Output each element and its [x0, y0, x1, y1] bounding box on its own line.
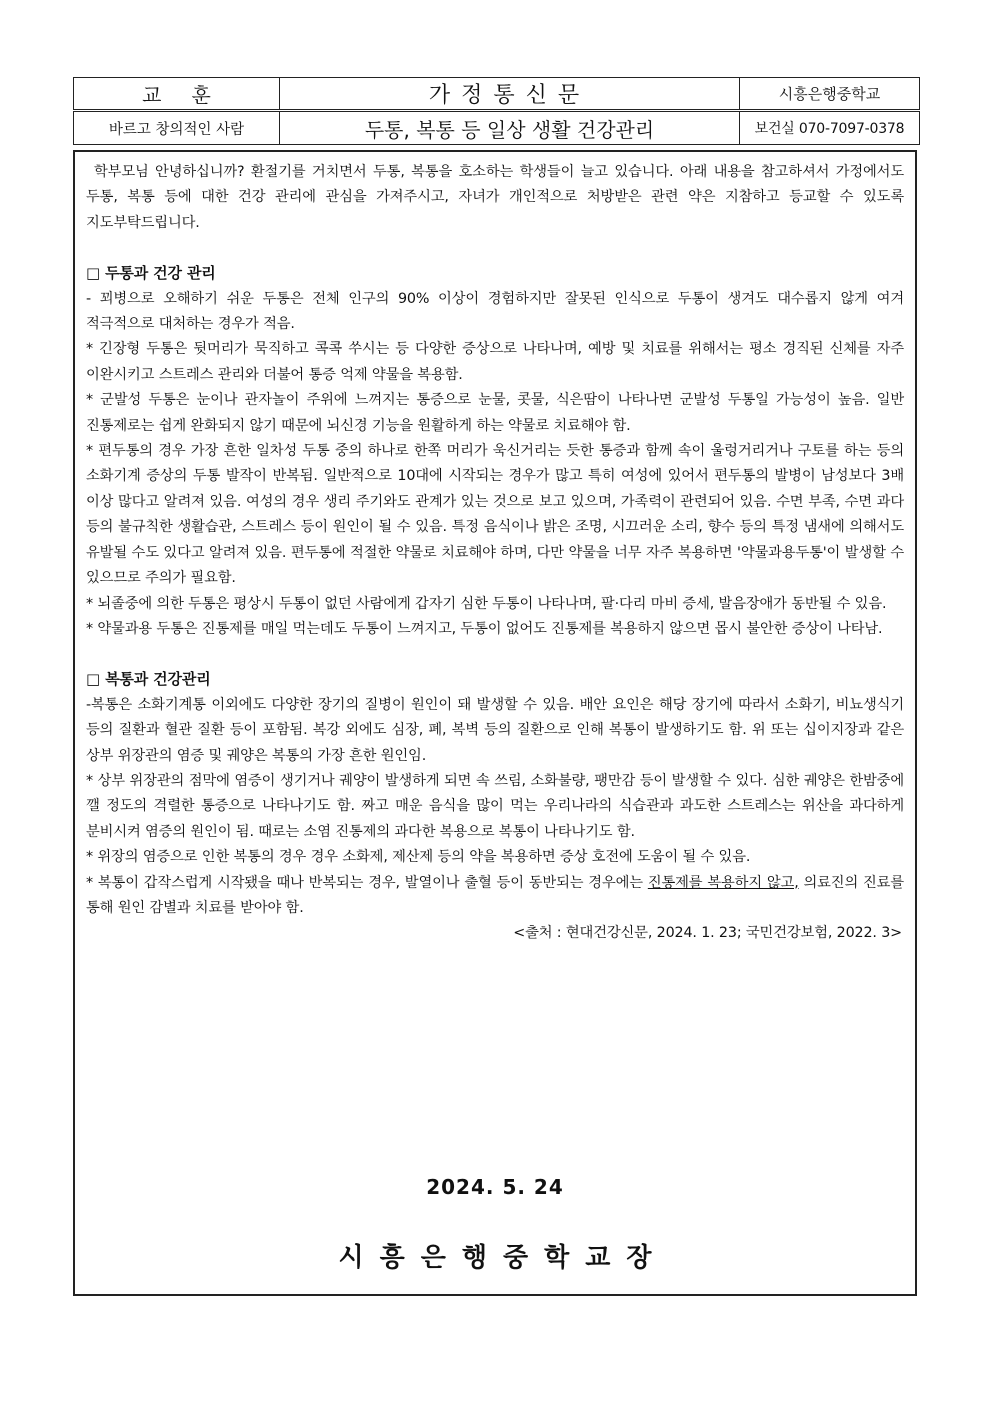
stomachache-paragraph: -복통은 소화기계통 이외에도 다양한 장기의 질병이 원인이 돼 발생할 수 있음. 배안 요인은 해당 장기에 따라서 소화기, 비뇨생식기 등의 질환과 혈관 질환 등이 포함됨. 복강 외에도 심장, 폐, 복벽 등의 질환으로 인해 복통이 발생하기도 함. 위 또는 십이지장과 같은 상부 위장관의 염증 및 궤양은 복통의 가장 흔한 원인임.	[86, 696, 904, 764]
source-citation: <출처 : 현대건강신문, 2024. 1. 23; 국민건강보험, 2022. 3>	[513, 925, 902, 942]
section-title-headache: □ 두통과 건강 관리	[86, 264, 216, 283]
school-motto: 바르고 창의적인 사람	[74, 111, 280, 145]
school-name: 시흥은행중학교	[740, 78, 920, 111]
principal-signature: 시흥은행중학교장	[338, 1243, 668, 1273]
underlined-warning: 진통제를 복용하지 않고,	[647, 874, 799, 891]
stomachache-paragraph: * 위장의 염증으로 인한 복통의 경우 경우 소화제, 제산제 등의 약을 복용하면 증상 호전에 도움이 될 수 있음.	[86, 849, 751, 866]
headache-paragraph: * 군발성 두통은 눈이나 관자놀이 주위에 느껴지는 통증으로 눈물, 콧물, 식은땀이 나타나면 군발성 두통일 가능성이 높음. 일반 진통제로는 쉽게 완화되지 않기 때문에 뇌신경 기능을 원활하게 하는 약물로 치료해야 함.	[86, 392, 904, 434]
last-paragraph-end: 의료진의 진료를 통해 원인 감별과 치료를 받아야 함.	[86, 874, 904, 916]
stomachache-paragraph-last	[86, 871, 904, 922]
headache-paragraph: * 긴장형 두통은 뒷머리가 묵직하고 콕콕 쑤시는 등 다양한 증상으로 나타나며, 예방 및 치료를 위해서는 평소 경직된 신체를 자주 이완시키고 스트레스 관리와 더불어 통증 억제 약물을 복용함.	[86, 341, 904, 383]
health-office-contact: 보건실 070-7097-0378	[740, 111, 920, 145]
spacer	[86, 236, 904, 261]
newsletter-title: 가정통신문	[280, 78, 740, 111]
last-paragraph-start: * 복통이 갑작스럽게 시작됐을 때나 반복되는 경우, 발열이나 출혈 등이 동반되는 경우에는	[86, 874, 648, 891]
section-title-stomachache: □ 복통과 건강관리	[86, 670, 211, 689]
spacer	[86, 642, 904, 667]
letter-body-box	[73, 150, 917, 1296]
stomachache-paragraph: * 상부 위장관의 점막에 염증이 생기거나 궤양이 발생하게 되면 속 쓰림, 소화불량, 팽만감 등이 발생할 수 있다. 심한 궤양은 한밤중에 깰 정도의 격렬한 통증으로 나타나기도 함. 짜고 매운 음식을 많이 먹는 우리나라의 식습관과 과도한 스트레스는 위산을 과다하게 분비시켜 염증의 원인이 됨. 때로는 소염 진통제의 과다한 복용으로 복통이 나타나기도 함.	[86, 772, 904, 840]
headache-paragraph: * 약물과용 두통은 진통제를 매일 먹는데도 두통이 느껴지고, 두통이 없어도 진통제를 복용하지 않으면 몹시 불안한 증상이 나타남.	[86, 620, 883, 637]
letter-topic: 두통, 복통 등 일상 생활 건강관리	[280, 111, 740, 145]
motto-label: 교훈	[74, 78, 280, 111]
letter-content	[86, 160, 904, 947]
headache-paragraph: - 꾀병으로 오해하기 쉬운 두통은 전체 인구의 90% 이상이 경험하지만 잘못된 인식으로 두통이 생겨도 대수롭지 않게 여겨 적극적으로 대처하는 경우가 적음.	[86, 290, 904, 333]
intro-paragraph: 학부모님 안녕하십니까? 환절기를 거치면서 두통, 복통을 호소하는 학생들이 늘고 있습니다. 아래 내용을 참고하셔서 가정에서도 두통, 복통 등에 대한 건강 관리에 관심을 가져주시고, 자녀가 개인적으로 처방받은 관련 약은 지참하고 등교할 수 있도록 지도부탁드립니다.	[86, 164, 904, 231]
letter-date: 2024. 5. 24	[426, 1175, 564, 1199]
letter-header	[73, 77, 920, 145]
headache-paragraph: * 뇌졸중에 의한 두통은 평상시 두통이 없던 사람에게 갑자기 심한 두통이 나타나며, 팔·다리 마비 증세, 발음장애가 동반될 수 있음.	[86, 595, 887, 612]
headache-paragraph: * 편두통의 경우 가장 흔한 일차성 두통 중의 하나로 한쪽 머리가 욱신거리는 듯한 통증과 함께 속이 울렁거리거나 구토를 하는 등의 소화기계 증상의 두통 발작이 반복됨. 일반적으로 10대에 시작되는 경우가 많고 특히 여성에 있어서 편두통의 발병이 남성보다 3배 이상 많다고 알려져 있음. 여성의 경우 생리 주기와도 관계가 있는 것으로 보고 있으며, 가족력이 관련되어 있음. 수면 부족, 수면 과다 등의 불규칙한 생활습관, 스트레스 등이 원인이 될 수 있음. 특정 음식이나 밝은 조명, 시끄러운 소리, 향수 등의 특정 냄새에 의해서도 유발될 수도 있다고 알려져 있음. 편두통에 적절한 약물로 치료해야 하며, 다만 약물을 너무 자주 복용하면 '약물과용두통'이 발생할 수 있으므로 주의가 필요함.	[86, 443, 904, 587]
